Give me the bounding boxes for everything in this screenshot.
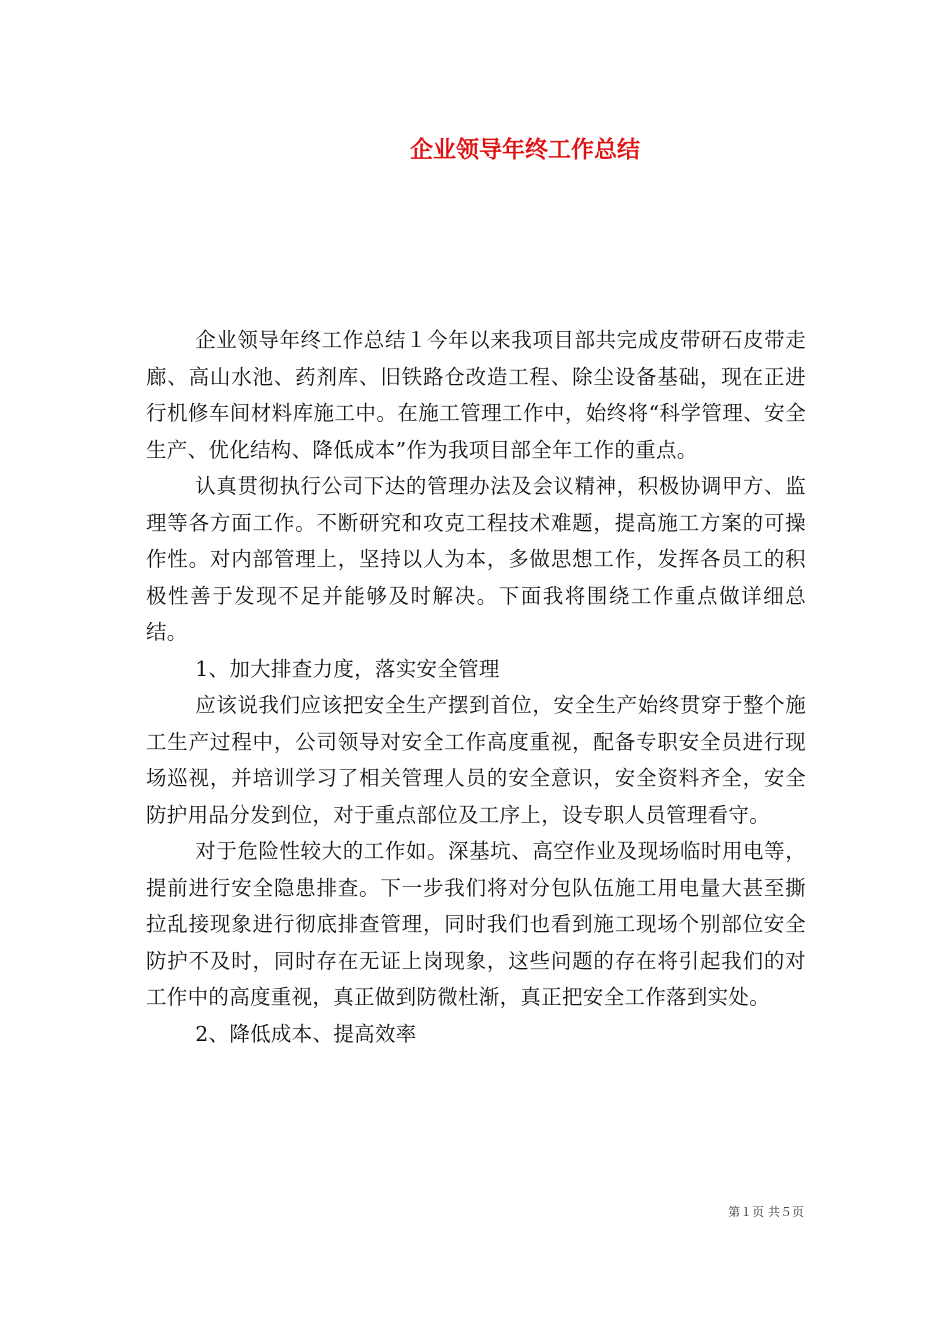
section-heading-safety: 1、加大排查力度，落实安全管理 [195, 656, 500, 681]
paragraph-management: 认真贯彻执行公司下达的管理办法及会议精神，积极协调甲方、监理等各方面工作。不断研究和攻克工程技术难题，提高施工方案的可操作性。对内部管理上，坚持以人为本，多做思想工作，发挥各员工的积极性善于发现不足并能够及时解决。下面我将围绕工作重点做详细总结。 [146, 474, 806, 644]
document-body [146, 322, 806, 1052]
paragraph-safety-priority: 应该说我们应该把安全生产摆到首位，安全生产始终贯穿于整个施工生产过程中，公司领导对安全工作高度重视，配备专职安全员进行现场巡视，并培训学习了相关管理人员的安全意识，安全资料齐全，安全防护用品分发到位，对于重点部位及工序上，设专职人员管理看守。 [146, 693, 806, 827]
document-title [0, 132, 950, 168]
document-title-text: 企业领导年终工作总结 [410, 136, 640, 163]
paragraph-intro: 企业领导年终工作总结１今年以来我项目部共完成皮带研石皮带走廊、高山水池、药剂库、旧铁路仓改造工程、除尘设备基础，现在正进行机修车间材料库施工中。在施工管理工作中，始终将“科学管理、安全生产、优化结构、降低成本”作为我项目部全年工作的重点。 [146, 328, 806, 462]
page-number-footer: 第１页 共５页 [728, 1205, 804, 1219]
paragraph-hazard-inspection: 对于危险性较大的工作如。深基坑、高空作业及现场临时用电等，提前进行安全隐患排查。下一步我们将对分包队伍施工用电量大甚至撕拉乱接现象进行彻底排查管理，同时我们也看到施工现场个别部位安全防护不及时，同时存在无证上岗现象，这些问题的存在将引起我们的对工作中的高度重视，真正做到防微杜渐，真正把安全工作落到实处。 [146, 839, 806, 1009]
section-heading-cost: 2、降低成本、提高效率 [195, 1021, 417, 1046]
